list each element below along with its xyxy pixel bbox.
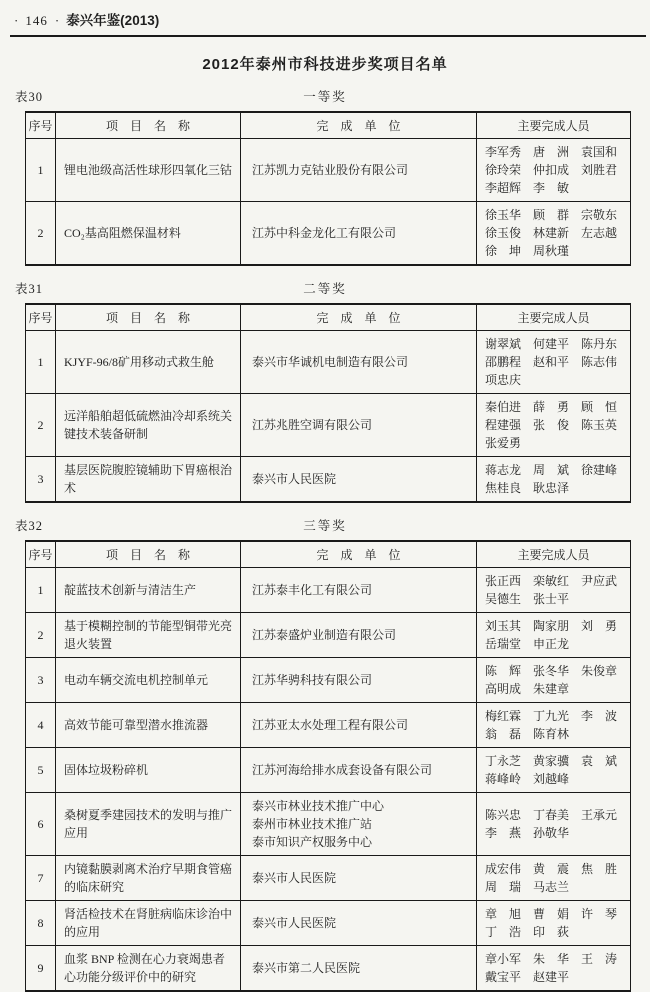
table-label: 表30 <box>15 90 44 104</box>
row-number: 6 <box>26 793 56 856</box>
person-name: 刘 勇 <box>581 619 618 633</box>
person-name: 周秋瑾 <box>533 244 570 258</box>
project-title: 电动车辆交流电机控制单元 <box>56 658 241 703</box>
people-line <box>485 752 628 770</box>
person-name: 徐建峰 <box>581 463 618 477</box>
row-number: 3 <box>26 457 56 503</box>
person-name: 章 旭 <box>485 907 522 921</box>
people-cell <box>477 139 631 202</box>
row-number: 5 <box>26 748 56 793</box>
person-name: 李军秀 <box>485 145 522 159</box>
person-name: 王 涛 <box>581 952 618 966</box>
col-header-no: 序号 <box>26 112 56 139</box>
people-line <box>485 950 628 968</box>
person-name: 陈志伟 <box>581 355 618 369</box>
row-number: 2 <box>26 202 56 266</box>
person-name: 李 波 <box>581 709 618 723</box>
col-header-unit: 完 成 单 位 <box>241 541 477 568</box>
project-title: 远洋船舶超低硫燃油冷却系统关键技术装备研制 <box>56 394 241 457</box>
people-line <box>485 398 628 416</box>
prize-title: 三等奖 <box>303 519 347 533</box>
page-number: 146 <box>25 13 48 28</box>
unit-name: 泰兴市人民医院 <box>252 871 337 885</box>
table-row <box>26 658 631 703</box>
people-cell <box>477 703 631 748</box>
person-name: 吴德生 <box>485 592 522 606</box>
person-name: 栾敏红 <box>533 574 570 588</box>
person-name: 袁 斌 <box>581 754 618 768</box>
person-name: 翁 磊 <box>485 727 522 741</box>
person-name: 岳瑞堂 <box>485 637 522 651</box>
people-line <box>485 143 628 161</box>
col-header-no: 序号 <box>26 304 56 331</box>
unit-cell <box>241 568 477 613</box>
people-cell <box>477 748 631 793</box>
table-row <box>26 202 631 266</box>
col-header-unit: 完 成 单 位 <box>241 112 477 139</box>
person-name: 许 琴 <box>581 907 618 921</box>
people-line <box>485 461 628 479</box>
row-number: 1 <box>26 331 56 394</box>
person-name: 邵鹏程 <box>485 355 522 369</box>
person-name: 陈兴忠 <box>485 808 522 822</box>
unit-cell <box>241 901 477 946</box>
person-name: 梅红霖 <box>485 709 522 723</box>
unit-cell <box>241 331 477 394</box>
people-line <box>485 572 628 590</box>
col-header-no: 序号 <box>26 541 56 568</box>
unit-cell <box>241 748 477 793</box>
people-line <box>485 353 628 371</box>
person-name: 赵和平 <box>533 355 570 369</box>
table-header-row <box>26 112 631 139</box>
person-name: 黄 震 <box>533 862 570 876</box>
people-line <box>485 206 628 224</box>
people-cell <box>477 202 631 266</box>
person-name: 丁春美 <box>533 808 570 822</box>
person-name: 周 斌 <box>533 463 570 477</box>
unit-cell <box>241 139 477 202</box>
people-line <box>485 161 628 179</box>
people-cell <box>477 793 631 856</box>
person-name: 张冬华 <box>533 664 570 678</box>
row-number: 9 <box>26 946 56 992</box>
header-dot: · <box>54 13 60 28</box>
row-number: 8 <box>26 901 56 946</box>
person-name: 高明成 <box>485 682 522 696</box>
people-cell <box>477 613 631 658</box>
person-name: 宗敬东 <box>581 208 618 222</box>
row-number: 2 <box>26 613 56 658</box>
person-name: 徐 坤 <box>485 244 522 258</box>
people-line <box>485 725 628 743</box>
table-header-row <box>26 541 631 568</box>
project-title: 内镜黏膜剥离术治疗早期食管癌的临床研究 <box>56 856 241 901</box>
table-row <box>26 793 631 856</box>
person-name: 徐玲荣 <box>485 163 522 177</box>
unit-name: 泰兴市第二人民医院 <box>252 961 361 975</box>
unit-name: 江苏凯力克钴业股份有限公司 <box>252 163 409 177</box>
person-name: 戴宝平 <box>485 970 522 984</box>
col-header-people: 主要完成人员 <box>477 541 631 568</box>
table-row <box>26 946 631 992</box>
person-name: 焦 胜 <box>581 862 618 876</box>
col-header-project: 项 目 名 称 <box>56 304 241 331</box>
table-label: 表31 <box>15 282 44 296</box>
project-title: 高效节能可靠型潜水推流器 <box>56 703 241 748</box>
person-name: 马志兰 <box>533 880 570 894</box>
awards-table-second-prize <box>25 303 631 503</box>
people-cell <box>477 658 631 703</box>
person-name: 徐玉华 <box>485 208 522 222</box>
table-row <box>26 901 631 946</box>
person-name: 黄家骥 <box>533 754 570 768</box>
person-name: 薛 勇 <box>533 400 570 414</box>
people-line <box>485 770 628 788</box>
person-name: 孙敬华 <box>533 826 570 840</box>
person-name: 丁 浩 <box>485 925 522 939</box>
unit-name: 泰州市林业技术推广站 <box>252 817 373 831</box>
awards-table-first-prize <box>25 111 631 266</box>
person-name: 周 瑞 <box>485 880 522 894</box>
table-header-row <box>26 304 631 331</box>
people-line <box>485 707 628 725</box>
people-line <box>485 179 628 197</box>
unit-cell <box>241 658 477 703</box>
people-line <box>485 224 628 242</box>
people-cell <box>477 457 631 503</box>
person-name: 李超辉 <box>485 181 522 195</box>
person-name: 张爱勇 <box>485 436 522 450</box>
people-line <box>485 335 628 353</box>
person-name: 唐 洲 <box>533 145 570 159</box>
row-number: 4 <box>26 703 56 748</box>
document-title: 2012年泰州市科技进步奖项目名单 <box>202 56 448 73</box>
person-name: 项忠庆 <box>485 373 522 387</box>
project-title: 基层医院腹腔镜辅助下胃癌根治术 <box>56 457 241 503</box>
person-name: 丁永芝 <box>485 754 522 768</box>
person-name: 朱 华 <box>533 952 570 966</box>
prize-title: 一等奖 <box>303 90 347 104</box>
people-line <box>485 878 628 896</box>
unit-name: 江苏华骋科技有限公司 <box>252 673 373 687</box>
person-name: 顾 恒 <box>581 400 618 414</box>
people-cell <box>477 901 631 946</box>
people-line <box>485 479 628 497</box>
project-title: 基于模糊控制的节能型铜带光亮退火装置 <box>56 613 241 658</box>
person-name: 仲扣成 <box>533 163 570 177</box>
people-cell <box>477 856 631 901</box>
person-name: 焦桂良 <box>485 481 522 495</box>
person-name: 赵建平 <box>533 970 570 984</box>
header-dot: · <box>14 13 19 28</box>
person-name: 丁九光 <box>533 709 570 723</box>
people-line <box>485 905 628 923</box>
people-line <box>485 860 628 878</box>
people-line <box>485 968 628 986</box>
person-name: 李 敏 <box>533 181 570 195</box>
person-name: 陈 辉 <box>485 664 522 678</box>
person-name: 张士平 <box>533 592 570 606</box>
people-line <box>485 824 628 842</box>
person-name: 王承元 <box>581 808 618 822</box>
person-name: 尹应武 <box>581 574 618 588</box>
people-line <box>485 242 628 260</box>
col-header-people: 主要完成人员 <box>477 304 631 331</box>
section-caption <box>0 87 650 105</box>
people-line <box>485 590 628 608</box>
page-header <box>0 0 650 29</box>
unit-name: 江苏泰丰化工有限公司 <box>252 583 373 597</box>
table-row <box>26 139 631 202</box>
section-caption <box>0 279 650 297</box>
col-header-unit: 完 成 单 位 <box>241 304 477 331</box>
unit-name: 江苏泰盛炉业制造有限公司 <box>252 628 397 642</box>
project-title: CO₂基高阻燃保温材料 <box>56 202 241 266</box>
table-row <box>26 394 631 457</box>
project-title: 肾活检技术在肾脏病临床诊治中的应用 <box>56 901 241 946</box>
unit-cell <box>241 394 477 457</box>
person-name: 耿忠泽 <box>533 481 570 495</box>
person-name: 谢翠斌 <box>485 337 522 351</box>
unit-name: 泰市知识产权服务中心 <box>252 835 373 849</box>
award-section-third-prize <box>0 516 650 992</box>
unit-name: 泰兴市华诚机电制造有限公司 <box>252 355 409 369</box>
project-title: 桑树夏季建园技术的发明与推广应用 <box>56 793 241 856</box>
people-line <box>485 923 628 941</box>
unit-name: 泰兴市林业技术推广中心 <box>252 799 385 813</box>
people-line <box>485 371 628 389</box>
unit-cell <box>241 856 477 901</box>
person-name: 陶家朋 <box>533 619 570 633</box>
people-cell <box>477 568 631 613</box>
person-name: 秦伯进 <box>485 400 522 414</box>
person-name: 徐玉俊 <box>485 226 522 240</box>
person-name: 曹 娟 <box>533 907 570 921</box>
row-number: 7 <box>26 856 56 901</box>
person-name: 何建平 <box>533 337 570 351</box>
col-header-people: 主要完成人员 <box>477 112 631 139</box>
people-cell <box>477 946 631 992</box>
row-number: 1 <box>26 139 56 202</box>
person-name: 陈丹东 <box>581 337 618 351</box>
unit-cell <box>241 457 477 503</box>
unit-name: 江苏亚太水处理工程有限公司 <box>252 718 409 732</box>
unit-name: 泰兴市人民医院 <box>252 916 337 930</box>
unit-name: 江苏河海给排水成套设备有限公司 <box>252 763 433 777</box>
row-number: 1 <box>26 568 56 613</box>
book-title: 泰兴年鉴(2013) <box>66 13 160 28</box>
person-name: 陈玉英 <box>581 418 618 432</box>
project-title: 锂电池级高活性球形四氧化三钴 <box>56 139 241 202</box>
unit-name: 江苏中科金龙化工有限公司 <box>252 226 397 240</box>
person-name: 程建强 <box>485 418 522 432</box>
person-name: 林建新 <box>533 226 570 240</box>
people-cell <box>477 394 631 457</box>
person-name: 蒋峰岭 <box>485 772 522 786</box>
prize-title: 二等奖 <box>303 282 347 296</box>
person-name: 印 荻 <box>533 925 570 939</box>
person-name: 李 燕 <box>485 826 522 840</box>
people-line <box>485 617 628 635</box>
unit-name: 泰兴市人民医院 <box>252 472 337 486</box>
unit-name: 江苏兆胜空调有限公司 <box>252 418 373 432</box>
col-header-project: 项 目 名 称 <box>56 541 241 568</box>
project-title: 固体垃圾粉碎机 <box>56 748 241 793</box>
person-name: 刘胜君 <box>581 163 618 177</box>
table-row <box>26 457 631 503</box>
header-rule <box>10 35 646 37</box>
table-row <box>26 748 631 793</box>
person-name: 刘玉其 <box>485 619 522 633</box>
unit-cell <box>241 793 477 856</box>
row-number: 2 <box>26 394 56 457</box>
person-name: 刘越峰 <box>533 772 570 786</box>
people-line <box>485 680 628 698</box>
project-title: 血浆 BNP 检测在心力衰竭患者心功能分级评价中的研究 <box>56 946 241 992</box>
person-name: 左志越 <box>581 226 618 240</box>
people-line <box>485 662 628 680</box>
unit-cell <box>241 613 477 658</box>
person-name: 成宏伟 <box>485 862 522 876</box>
awards-table-third-prize <box>25 540 631 992</box>
person-name: 张正西 <box>485 574 522 588</box>
table-row <box>26 856 631 901</box>
person-name: 章小军 <box>485 952 522 966</box>
project-title: 靛蓝技术创新与清洁生产 <box>56 568 241 613</box>
unit-cell <box>241 202 477 266</box>
table-row <box>26 568 631 613</box>
unit-cell <box>241 703 477 748</box>
section-caption <box>0 516 650 534</box>
person-name: 朱俊章 <box>581 664 618 678</box>
row-number: 3 <box>26 658 56 703</box>
table-row <box>26 331 631 394</box>
people-line <box>485 416 628 434</box>
project-title: KJYF-96/8矿用移动式救生舱 <box>56 331 241 394</box>
person-name: 陈育林 <box>533 727 570 741</box>
person-name: 申正龙 <box>533 637 570 651</box>
person-name: 朱建章 <box>533 682 570 696</box>
person-name: 蒋志龙 <box>485 463 522 477</box>
people-line <box>485 635 628 653</box>
person-name: 袁国和 <box>581 145 618 159</box>
table-label: 表32 <box>15 519 44 533</box>
table-row <box>26 703 631 748</box>
people-line <box>485 806 628 824</box>
people-cell <box>477 331 631 394</box>
unit-cell <box>241 946 477 992</box>
table-row <box>26 613 631 658</box>
award-section-first-prize <box>0 87 650 266</box>
person-name: 张 俊 <box>533 418 570 432</box>
col-header-project: 项 目 名 称 <box>56 112 241 139</box>
award-section-second-prize <box>0 279 650 503</box>
person-name: 顾 群 <box>533 208 570 222</box>
people-line <box>485 434 628 452</box>
